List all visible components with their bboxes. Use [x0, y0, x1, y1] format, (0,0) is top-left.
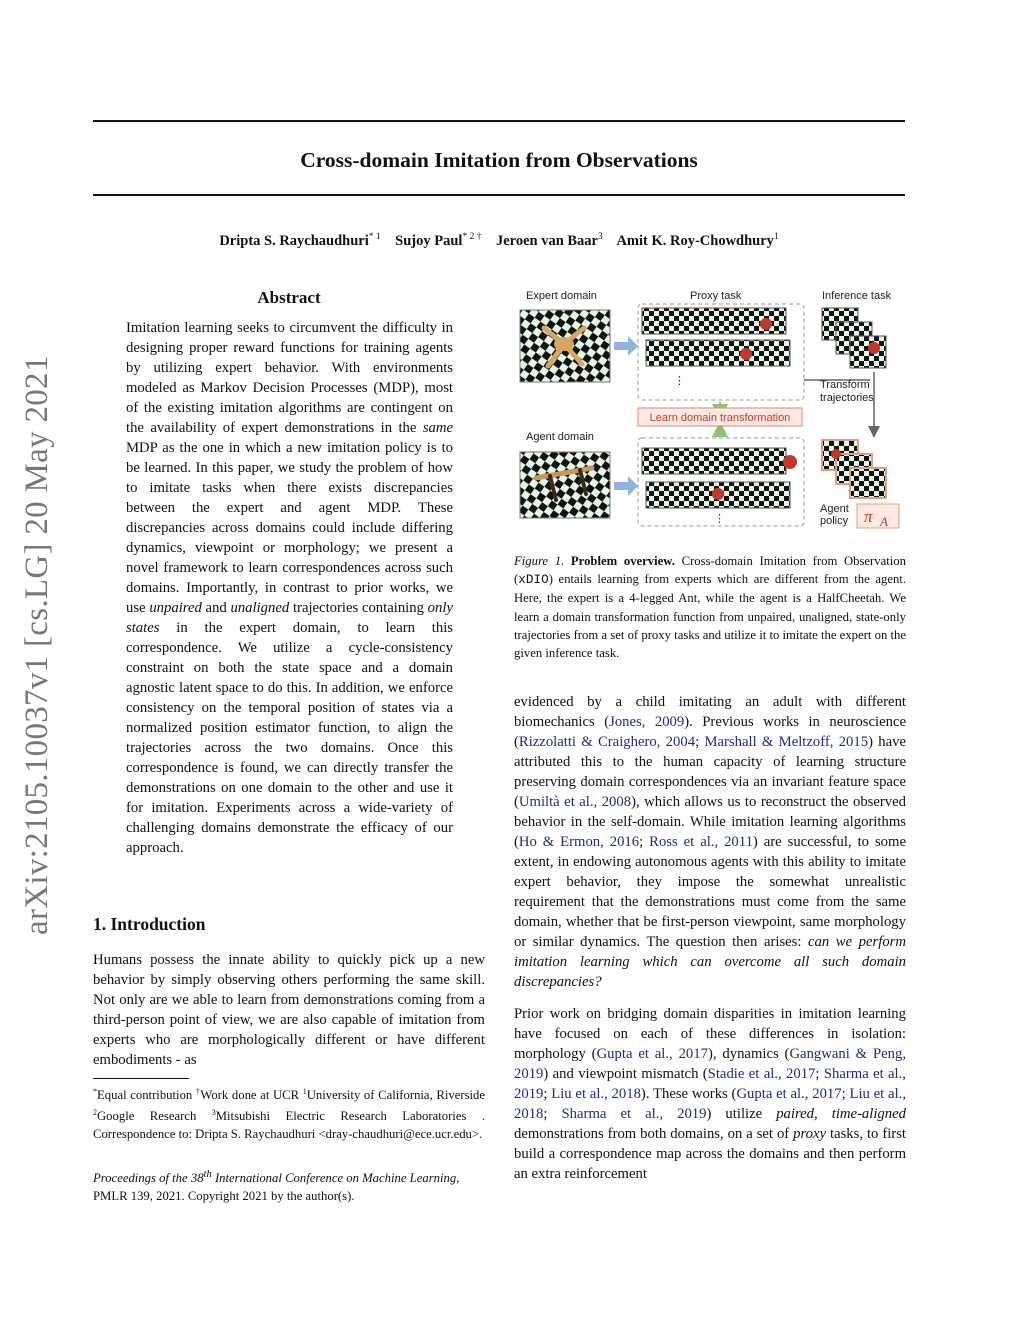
figure-caption: [514, 552, 906, 662]
body-text: ;: [695, 734, 705, 750]
label-proxy-task: Proxy task: [690, 290, 742, 302]
caption-label: Figure 1.: [514, 554, 565, 568]
proceedings-ordinal: th: [203, 1169, 212, 1180]
footnote-text: Work done at UCR: [200, 1088, 303, 1103]
body-text: ). These works (: [640, 1086, 737, 1102]
body-text: ) are successful, to some extent, in endowing autonomous agents with this ability to imitate expert behavior, they impose the somewhat unrealistic requirement that the demonstrations must come from the same domain, whether that be first-person viewpoint, same morphology or similar dynamics. The question then arises:: [514, 834, 906, 950]
arxiv-stamp: arXiv:2105.10037v1 [cs.LG] 20 May 2021: [19, 355, 55, 935]
caption-text: Cross-domain Imitation from Observation (: [514, 554, 906, 587]
citation-link[interactable]: Gangwani & Peng, 2019: [514, 1046, 906, 1082]
label-agent-domain: Agent domain: [526, 431, 594, 443]
body-emphasis: proxy: [793, 1126, 827, 1142]
arrow-right-icon: [614, 476, 638, 496]
body-text: ;: [841, 1086, 850, 1102]
proxy-expert-trajectories: [642, 308, 790, 366]
ellipsis-icon: ⋮: [674, 375, 685, 387]
author-affiliation: 1: [773, 232, 779, 242]
citation-link[interactable]: Marshall & Meltzoff, 2015: [704, 734, 869, 750]
citation-link[interactable]: Sharma et al., 2019: [561, 1106, 707, 1122]
citation-link[interactable]: Ho & Ermon, 2016: [518, 834, 640, 850]
proceedings-venue: Proceedings of the: [93, 1171, 191, 1186]
citation-link[interactable]: Gupta et al., 2017: [596, 1046, 708, 1062]
body-text: ), dynamics (: [707, 1046, 790, 1062]
author-name: Amit K. Roy-Chowdhury: [616, 232, 774, 249]
proceedings-note: [93, 1166, 485, 1205]
citation-link[interactable]: Gupta et al., 2017: [736, 1086, 842, 1102]
policy-subscript: A: [880, 514, 888, 529]
body-text: tasks, to first build a correspondence map across the domains and then perform an extra reinforcement: [514, 1126, 906, 1182]
proceedings-venue: International Conference on Machine Learning: [211, 1171, 457, 1186]
caption-title: Problem overview.: [564, 554, 675, 568]
label-policy: policy: [820, 515, 849, 527]
author-affiliation: * 2 †: [462, 232, 482, 242]
proxy-agent-trajectories: [642, 448, 797, 508]
ellipsis-icon: ⋮: [714, 513, 725, 525]
figure-problem-overview: [514, 286, 906, 536]
footnote-mark: 3: [211, 1108, 216, 1118]
footnote: [93, 1083, 485, 1143]
author-name: Sujoy Paul: [395, 232, 463, 249]
abstract-emphasis: unpaired: [149, 600, 202, 616]
citation-link[interactable]: Stadie et al., 2017: [707, 1066, 816, 1082]
intro-paragraph: Humans possess the innate ability to quickly pick up a new behavior by simply observing others performing the same skill. Not only are we able to learn from demonstrations coming from a third-person point of view, we are also capable of imitation from experts who are morphologically different or have different embodiments - as: [93, 952, 485, 1068]
title-bottom-rule: [93, 194, 905, 196]
footnote-text: Google Research: [97, 1109, 212, 1124]
proceedings-number: 38: [190, 1171, 204, 1186]
abstract-body: [126, 318, 453, 858]
body-text: ;: [815, 1066, 824, 1082]
label-expert-domain: Expert domain: [526, 290, 597, 302]
abstract-emphasis: unaligned: [230, 600, 290, 616]
footnote-text: University of California, Riverside: [306, 1088, 486, 1103]
label-agent: Agent: [820, 503, 849, 515]
body-text: Prior work on bridging domain disparities in imitation learning have focused on each of these differences in isolation: morphology (: [514, 1006, 906, 1062]
body-text: ;: [639, 834, 650, 850]
body-emphasis: paired, time-aligned: [776, 1106, 906, 1122]
body-text: ), which allows us to reconstruct the observed behavior in the self-domain. While imitation learning algorithms (: [514, 794, 907, 850]
abstract-heading: Abstract: [257, 288, 321, 307]
author-list: [93, 232, 905, 250]
body-text: ) and viewpoint mismatch (: [543, 1066, 708, 1082]
section-heading-introduction: 1. Introduction: [93, 914, 206, 934]
citation-link[interactable]: Rizzolatti & Craighero, 2004: [518, 734, 696, 750]
caption-code: xDIO: [518, 572, 549, 588]
proceedings-copyright: , PMLR 139, 2021. Copyright 2021 by the author(s).: [93, 1171, 460, 1204]
abstract-text: MDP as the one in which a new imitation policy is to be learned. In this paper, we study the problem of how to imitate tasks when there exists discrepancies between the expert and agent MDP. These discrepancies across domains could include differing dynamics, viewpoint or morphology; we present a novel framework to learn correspondences across such domains. Importantly, in contrast to prior works, we use: [126, 440, 453, 616]
body-text: ) utilize: [706, 1106, 777, 1122]
body-text: evidenced by a child imitating an adult with different biomechanics (: [514, 694, 906, 730]
research-question: can we perform imitation learning which can overcome all such domain discrepancies?: [514, 934, 906, 990]
citation-link[interactable]: Liu et al., 2018: [551, 1086, 641, 1102]
footnote-mark: 1: [302, 1087, 307, 1096]
author-name: Dripta S. Raychaudhuri: [219, 232, 369, 249]
body-text: ;: [543, 1106, 562, 1122]
abstract-emphasis: same: [422, 420, 453, 436]
abstract-text: trajectories containing: [289, 600, 428, 616]
footnote-mark: †: [195, 1087, 201, 1096]
label-trajectories: trajectories: [820, 392, 874, 404]
inference-agent-frames: [822, 440, 886, 498]
paragraph: [514, 692, 906, 992]
agent-cheetah-image: [520, 452, 610, 518]
body-text: ) have attributed this to the human capacity of learning structure preserving domain correspondences via an invariant feature space (: [514, 734, 906, 810]
footnote-mark: 2: [93, 1108, 97, 1118]
footnote-rule: [93, 1078, 189, 1079]
citation-link[interactable]: Umiltà et al., 2008: [518, 794, 632, 810]
paragraph: [514, 1004, 906, 1184]
citation-link[interactable]: Sharma et al., 2019: [514, 1066, 906, 1102]
inference-expert-frames: [822, 308, 886, 368]
body-text: ;: [543, 1086, 552, 1102]
author-affiliation: * 1: [368, 232, 381, 242]
label-learn-transform: Learn domain transformation: [649, 412, 791, 424]
footnote-text: Mitsubishi Electric Research Laboratories . Correspondence to: Dripta S. Raychaudhuri <dray-chaudhuri@ece.ucr.edu>.: [93, 1109, 485, 1142]
policy-pi-symbol: π: [864, 507, 873, 526]
label-transform: Transform: [820, 379, 870, 391]
paper-title: Cross-domain Imitation from Observations: [300, 148, 698, 172]
abstract-text: in the expert domain, to learn this correspondence. We utilize a cycle-consistency constraint on both the state space and a domain agnostic latent space to do this. In addition, we enforce consistency on the temporal position of states via a normalized position estimator function, to align the trajectories across the two domains. Once this correspondence is found, we can directly transfer the demonstrations on one domain to the other and use it for imitation. Experiments across a wide-variety of challenging domains demonstrate the efficacy of our approach.: [126, 620, 453, 856]
body-text: demonstrations from both domains, on a set of: [514, 1126, 794, 1142]
abstract-emphasis: only states: [126, 600, 453, 636]
right-column-body: [514, 692, 906, 1184]
expert-ant-image: [520, 310, 610, 382]
label-inference-task: Inference task: [822, 290, 892, 302]
caption-text: ) entails learning from experts which are different from the agent. Here, the expert is a 4-legged Ant, while the agent is a HalfCheetah. We learn a domain transformation function from unpaired, unaligned, state-only trajectories from a set of proxy tasks and utilize it to imitate the expert on the given inference task.: [514, 572, 906, 661]
arrow-right-icon: [614, 336, 638, 356]
author-affiliation: 3: [597, 232, 603, 242]
footnote-mark: *: [93, 1087, 97, 1096]
author-name: Jeroen van Baar: [495, 232, 598, 249]
body-text: ). Previous works in neuroscience (: [514, 714, 907, 750]
citation-link[interactable]: Liu et al., 2018: [514, 1086, 906, 1122]
abstract-text: and: [201, 600, 231, 616]
citation-link[interactable]: Jones, 2009: [609, 714, 685, 730]
citation-link[interactable]: Ross et al., 2011: [649, 834, 753, 850]
top-rule: [93, 120, 905, 122]
abstract-text: Imitation learning seeks to circumvent the difficulty in designing proper reward functions for training agents by utilizing expert behavior. With environments modeled as Markov Decision Processes (MDP), most of the existing imitation algorithms are contingent on the availability of expert demonstrations in the: [126, 320, 453, 436]
footnote-text: Equal contribution: [97, 1088, 196, 1103]
